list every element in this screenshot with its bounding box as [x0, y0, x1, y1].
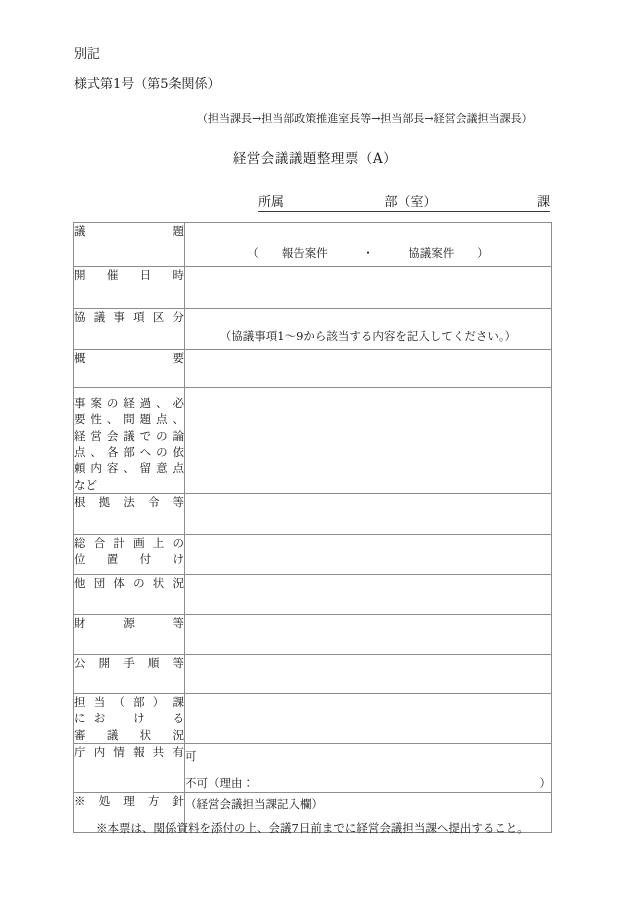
agenda-type-choice: （ 報告案件 ・ 協議案件 ）: [247, 245, 489, 260]
row-value-background[interactable]: [185, 388, 552, 494]
table-row: [74, 388, 552, 494]
affiliation-field: [258, 191, 550, 212]
sharing-option-not-allowed[interactable]: [185, 765, 551, 792]
table-row: [74, 267, 552, 309]
row-value-agenda[interactable]: [185, 223, 552, 267]
row-label-legal-basis: 根 拠 法 令 等: [74, 493, 185, 534]
row-value-disclosure[interactable]: [185, 654, 552, 693]
row-label-handling-policy: ※ 処 理 方 針: [74, 793, 185, 833]
table-row: [74, 534, 552, 574]
row-label-discussion-category: 協議事項区分: [74, 309, 185, 350]
table-row: [74, 223, 552, 267]
table-row: [74, 614, 552, 654]
row-label-disclosure: 公 開 手 順 等: [74, 654, 185, 693]
row-label-funding: 財 源 等: [74, 614, 185, 654]
table-row: [74, 350, 552, 388]
submission-footnote: ※本票は、関係資料を添付の上、会議7日前までに経営会議担当課へ提出すること。: [96, 821, 529, 835]
row-value-internal-sharing[interactable]: [185, 743, 552, 793]
table-row: [74, 743, 552, 793]
table-row: [74, 654, 552, 693]
row-label-datetime: 開 催 日 時: [74, 267, 185, 309]
row-label-internal-sharing: 庁内情報共有: [74, 743, 185, 793]
row-value-discussion-category[interactable]: [185, 309, 552, 350]
agenda-form-table: [73, 222, 552, 833]
row-value-legal-basis[interactable]: [185, 493, 552, 534]
row-value-masterplan-position[interactable]: [185, 534, 552, 574]
table-row: [74, 493, 552, 534]
row-label-masterplan-position: 総合計画上の 位 置 付 け: [74, 534, 185, 574]
affiliation-section: 課: [536, 195, 550, 210]
row-value-funding[interactable]: [185, 614, 552, 654]
form-number: 様式第1号（第5条関係）: [74, 77, 221, 92]
discussion-category-hint: （協議事項1〜9から該当する内容を記入してください。）: [219, 328, 517, 343]
sharing-option-allowed[interactable]: 可: [185, 748, 197, 763]
sharing-reason-close-paren: ）: [539, 776, 551, 791]
row-label-summary: 概 要: [74, 350, 185, 388]
appendix-label: 別記: [74, 47, 101, 62]
affiliation-label: 所属: [258, 195, 285, 210]
handling-policy-hint: （経営会議担当課記入欄）: [185, 797, 323, 812]
approval-routing-note: （担当課長→担当部政策推進室長等→担当部長→経営会議担当課長）: [197, 112, 533, 125]
row-label-other-orgs: 他団体の状況: [74, 574, 185, 614]
table-row: [74, 693, 552, 743]
row-value-dept-review[interactable]: [185, 693, 552, 743]
sharing-reason-label: 不可（理由：: [185, 776, 254, 791]
table-row: [74, 574, 552, 614]
table-row: [74, 309, 552, 350]
row-value-summary[interactable]: [185, 350, 552, 388]
row-label-dept-review: 担当（部）課 にお け る 審 議 状 況: [74, 694, 184, 742]
page-title: 経営会議議題整理票（A）: [232, 151, 398, 167]
row-value-datetime[interactable]: [185, 267, 552, 309]
row-label-agenda: 議 題: [74, 223, 185, 267]
affiliation-department: 部（室）: [384, 195, 437, 210]
row-label-background: 事案の経過、必 要性、問題点、 経営会議での論 点、各部への依 頼内容、留意点 など: [74, 388, 185, 494]
row-value-other-orgs[interactable]: [185, 574, 552, 614]
